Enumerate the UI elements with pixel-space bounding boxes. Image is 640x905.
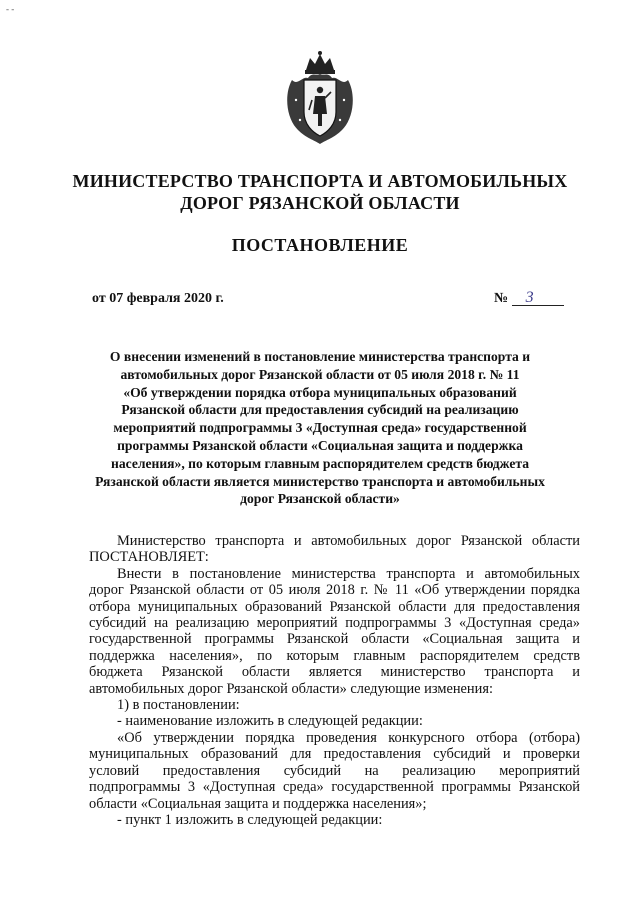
body-paragraph-1-line: Министерство транспорта и автомобильных дорог Рязанской области <box>117 533 580 549</box>
corner-mark: - - <box>6 4 15 14</box>
document-body <box>89 533 580 828</box>
ministry-name <box>60 170 580 214</box>
title-line: программы Рязанской области «Социальная защита и поддержка <box>117 437 523 453</box>
body-paragraph-2-line: бюджета Рязанской области является министерство транспорта и <box>89 664 580 681</box>
body-paragraph-2-line: субсидий на реализацию мероприятий подпрограммы 3 «Доступная среда» <box>89 615 580 632</box>
title-line: Рязанской области является министерство транспорта и автомобильных <box>95 473 545 489</box>
body-paragraph-1-line: ПОСТАНОВЛЯЕТ: <box>89 549 209 566</box>
list-item-1a: - наименование изложить в следующей редакции: <box>117 713 423 730</box>
coat-of-arms-emblem <box>282 50 358 148</box>
quote-line: подпрограммы 3 «Доступная среда» государственной программы Рязанской <box>89 779 580 796</box>
title-line: автомобильных дорог Рязанской области от 05 июля 2018 г. № 11 <box>120 366 520 382</box>
body-paragraph-2-line: отбора муниципальных образований Рязанской области для предоставления <box>89 598 580 615</box>
document-number <box>494 291 564 307</box>
list-item-1: 1) в постановлении: <box>117 697 240 714</box>
body-paragraph-2-line: автомобильных дорог Рязанской области» следующие изменения: <box>89 680 493 697</box>
quote-line: области «Социальная защита и поддержка населения»; <box>89 795 427 812</box>
resolution-title <box>78 348 562 508</box>
title-line: Рязанской области для предоставления субсидий на реализацию <box>121 402 519 418</box>
number-label: № <box>494 291 509 306</box>
ministry-name-line-1: МИНИСТЕРСТВО ТРАНСПОРТА И АВТОМОБИЛЬНЫХ <box>72 171 568 191</box>
list-item-1b: - пункт 1 изложить в следующей редакции: <box>117 811 383 828</box>
title-line: мероприятий подпрограммы 3 «Доступная среда» государственной <box>113 420 527 436</box>
document-date: от 07 февраля 2020 г. <box>92 291 224 306</box>
title-line: О внесении изменений в постановление министерства транспорта и <box>109 349 531 364</box>
body-paragraph-2-line: Внести в постановление министерства транспорта и автомобильных <box>117 565 580 582</box>
document-type: ПОСТАНОВЛЕНИЕ <box>231 235 409 255</box>
body-paragraph-2-line: государственной программы Рязанской области «Социальная защита и <box>89 631 580 648</box>
number-value-handwritten: 3 <box>512 291 564 306</box>
quote-line: условий предоставления субсидий на реализацию мероприятий <box>89 762 580 779</box>
body-paragraph-2-line: дорог Рязанской области от 05 июля 2018 г. № 11 «Об утверждении порядка <box>89 582 580 599</box>
quote-line: муниципальных образований для предоставления субсидий и проверки <box>89 746 580 763</box>
ministry-name-line-2: ДОРОГ РЯЗАНСКОЙ ОБЛАСТИ <box>180 193 460 213</box>
body-paragraph-2-line: поддержка населения», по которым главным распорядителем средств <box>89 647 580 664</box>
quote-line: «Об утверждении порядка проведения конкурсного отбора (отбора) <box>117 729 580 746</box>
title-line: населения», по которым главным распорядителем средств бюджета <box>111 455 529 471</box>
title-line: дорог Рязанской области» <box>240 491 400 507</box>
title-line: «Об утверждении порядка отбора муниципальных образований <box>123 384 517 400</box>
